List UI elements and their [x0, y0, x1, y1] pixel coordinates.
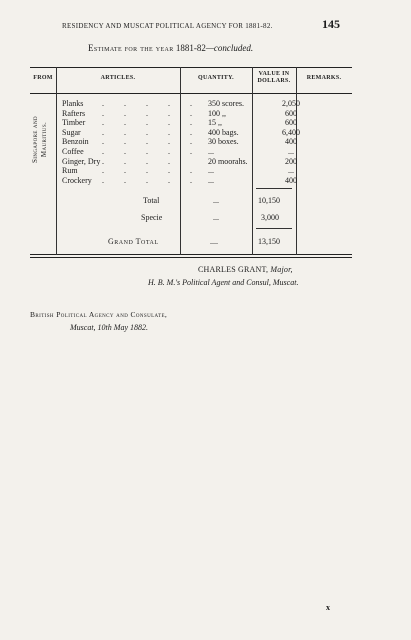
- row-value: 400: [285, 137, 297, 147]
- sum-rule: [256, 188, 292, 189]
- row-quantity: ...: [208, 175, 214, 185]
- estimate-table: [30, 67, 352, 259]
- signatory-name: CHARLES GRANT,: [198, 265, 269, 274]
- table-row: [30, 109, 352, 119]
- total-label: Total: [143, 196, 160, 205]
- column-header-articles: ARTICLES.: [100, 75, 136, 81]
- table-top-rule: [30, 67, 352, 68]
- table-header-rule: [30, 93, 352, 94]
- row-article: Benzoin: [62, 137, 89, 147]
- table-row: [30, 118, 352, 128]
- row-article: Crockery: [62, 175, 92, 185]
- total-value: 10,150: [258, 196, 280, 205]
- row-value: ...: [288, 146, 294, 156]
- row-value: 200: [285, 156, 297, 166]
- row-value: 400: [285, 175, 297, 185]
- running-head: RESIDENCY AND MUSCAT POLITICAL AGENCY FOR 1881-82.: [62, 22, 273, 30]
- table-row: [30, 128, 352, 138]
- row-leader-dots: . . . . .: [102, 146, 201, 156]
- estimate-title-prefix: Estimate for the year: [88, 43, 174, 53]
- table-row: [30, 157, 352, 167]
- column-header-value: VALUE IN DOLLARS.: [257, 71, 291, 84]
- sum-rule: [256, 228, 292, 229]
- signatory-title: H. B. M.'s Political Agent and Consul, Muscat.: [148, 278, 299, 287]
- row-quantity: 15 ,,: [208, 118, 222, 128]
- side-label-origin: Singapore and Mauritius.: [31, 116, 48, 163]
- signature-mark: x: [326, 603, 330, 612]
- row-article: Planks: [62, 99, 84, 108]
- table-row: [30, 99, 352, 109]
- row-quantity: 20 moorahs.: [208, 156, 248, 166]
- row-leader-dots: . . . . .: [102, 137, 201, 147]
- estimate-title: [88, 43, 253, 53]
- page-number: 145: [322, 17, 340, 31]
- row-quantity: 100 ,,: [208, 108, 226, 118]
- row-leader-dots: . . . . .: [102, 108, 201, 118]
- column-header-quantity: QUANTITY.: [198, 75, 234, 81]
- row-leader-dots: . . . . .: [102, 118, 201, 128]
- row-value: ...: [288, 166, 294, 176]
- table-bottom-double-rule: [30, 257, 352, 258]
- column-header-from: FROM: [33, 75, 53, 81]
- row-leader-dots: . . . . .: [102, 127, 201, 137]
- table-row: [30, 176, 352, 186]
- grand-total-quantity: ....: [210, 237, 218, 246]
- column-header-remarks: REMARKS.: [306, 75, 342, 81]
- specie-label: Specie: [141, 213, 163, 222]
- row-article: Rafters: [62, 108, 86, 118]
- row-quantity: 350 scores.: [208, 99, 244, 108]
- row-article: Sugar: [62, 127, 81, 137]
- specie-quantity: ...: [213, 213, 219, 222]
- estimate-title-years: 1881-82: [175, 43, 206, 53]
- row-quantity: 400 bags.: [208, 127, 239, 137]
- row-quantity: ...: [208, 146, 214, 156]
- table-bottom-rule: [30, 254, 352, 255]
- place-date: Muscat, 10th May 1882.: [70, 323, 148, 332]
- row-leader-dots: . . . . .: [102, 166, 201, 176]
- estimate-title-suffix: —concluded.: [205, 43, 254, 53]
- row-value: 600: [285, 118, 297, 128]
- article-rows: [30, 99, 352, 185]
- row-article: Coffee: [62, 146, 84, 156]
- row-leader-dots: . . . .: [102, 156, 179, 166]
- row-article: Ginger, Dry: [62, 156, 101, 166]
- row-leader-dots: . . . . .: [102, 99, 201, 108]
- table-row: [30, 166, 352, 176]
- table-row: [30, 137, 352, 147]
- row-article: Timber: [62, 118, 86, 128]
- row-article: Rum: [62, 166, 78, 176]
- signature-name: [198, 265, 293, 274]
- grand-total-value: 13,150: [258, 237, 280, 246]
- row-value: 2,050: [282, 99, 300, 108]
- row-value: 600: [285, 108, 297, 118]
- row-value: 6,400: [282, 127, 300, 137]
- agency-name: British Political Agency and Consulate,: [30, 310, 168, 319]
- row-quantity: ...: [208, 166, 214, 176]
- total-quantity: ...: [213, 196, 219, 205]
- row-quantity: 30 boxes.: [208, 137, 239, 147]
- signatory-rank: Major,: [270, 265, 293, 274]
- row-leader-dots: . . . . .: [102, 175, 201, 185]
- grand-total-label: Grand Total: [108, 237, 159, 246]
- specie-value: 3,000: [261, 213, 279, 222]
- table-row: [30, 147, 352, 157]
